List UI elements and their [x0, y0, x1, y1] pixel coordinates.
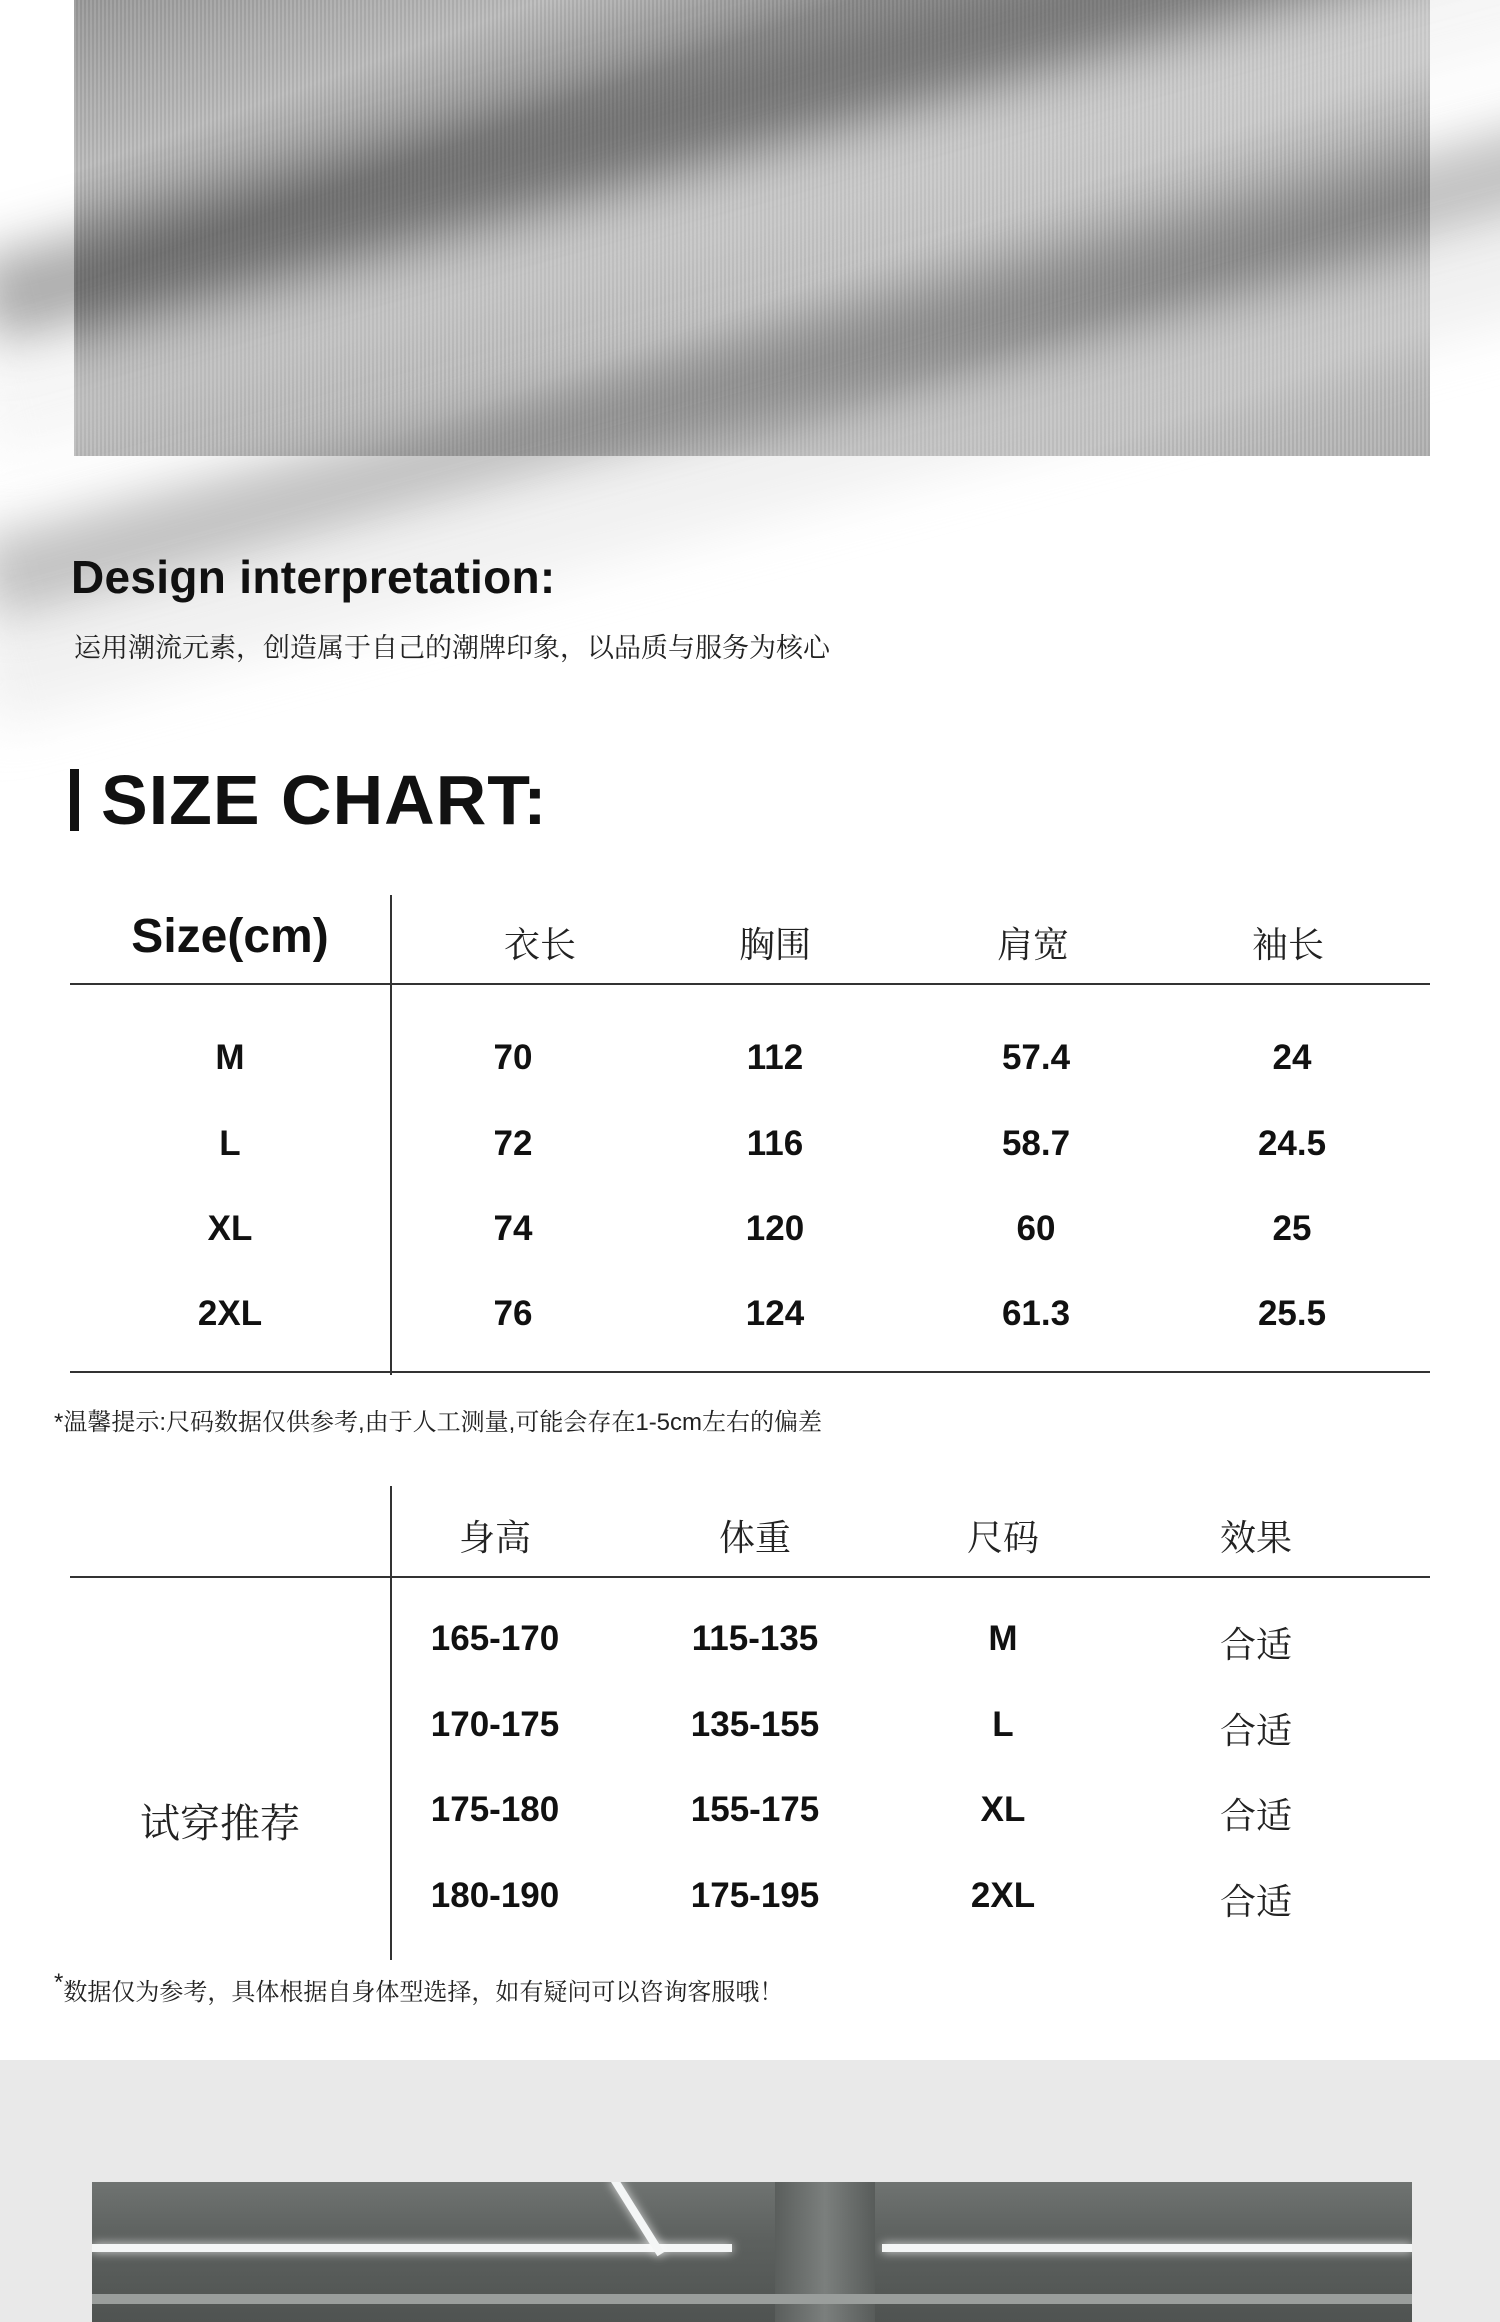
- header-weight: 体重: [718, 1517, 791, 1558]
- fit-size: XL: [980, 1790, 1026, 1829]
- store-rail: [92, 2294, 1412, 2304]
- row-size: M: [215, 1038, 245, 1077]
- row-value: 72: [493, 1124, 533, 1163]
- row-value: 24.5: [1257, 1124, 1327, 1163]
- row-value: 116: [746, 1124, 804, 1163]
- size-chart-heading: [70, 760, 548, 840]
- fit-size: L: [992, 1705, 1014, 1744]
- fit-height: 170-175: [430, 1705, 560, 1744]
- row-value: 58.7: [1001, 1124, 1071, 1163]
- fit-note-text: 数据仅为参考，具体根据自身体型选择，如有疑问可以咨询客服哦！: [63, 1979, 784, 2006]
- fit-height: 165-170: [430, 1619, 560, 1658]
- row-value: 120: [745, 1209, 805, 1248]
- row-value: 112: [746, 1038, 804, 1077]
- header-chest: 胸围: [738, 924, 811, 965]
- bottom-rule: [70, 1371, 1430, 1373]
- row-value: 24: [1272, 1038, 1312, 1077]
- header-effect: 效果: [1219, 1517, 1292, 1558]
- fit-note-star: *: [54, 1969, 64, 1996]
- size-column-header: Size(cm): [131, 910, 329, 963]
- header-sleeve: 袖长: [1251, 924, 1324, 965]
- header-height: 身高: [458, 1517, 531, 1558]
- header-rule: [70, 983, 1430, 985]
- fit-height: 175-180: [430, 1790, 560, 1829]
- store-photo-section: [0, 2060, 1500, 2322]
- row-value: 124: [745, 1294, 805, 1333]
- fit-effect: 合适: [1219, 1795, 1292, 1836]
- row-value: 57.4: [1001, 1038, 1071, 1077]
- fit-row-label: 试穿推荐: [140, 1802, 300, 1846]
- design-title: Design interpretation:: [71, 551, 556, 603]
- fit-effect: 合适: [1219, 1881, 1292, 1922]
- fit-height: 180-190: [430, 1876, 560, 1915]
- row-value: 70: [493, 1038, 533, 1077]
- fit-weight: 175-195: [690, 1876, 820, 1915]
- header-size: 尺码: [966, 1517, 1039, 1558]
- fit-weight: 155-175: [690, 1790, 820, 1829]
- row-value: 61.3: [1001, 1294, 1071, 1333]
- size-chart-title: SIZE CHART:: [101, 761, 548, 839]
- heading-bar: [70, 769, 79, 831]
- fit-weight: 135-155: [690, 1705, 820, 1744]
- header-rule: [70, 1576, 1430, 1578]
- design-description: 运用潮流元素，创造属于自己的潮牌印象，以品质与服务为核心: [74, 633, 830, 663]
- table-divider: [390, 895, 392, 1375]
- fit-effect: 合适: [1219, 1710, 1292, 1751]
- table-divider: [390, 1486, 392, 1960]
- row-value: 25.5: [1257, 1294, 1327, 1333]
- row-value: 25: [1272, 1209, 1312, 1248]
- store-photo: [92, 2182, 1412, 2322]
- row-size: 2XL: [197, 1294, 263, 1333]
- fit-size: M: [988, 1619, 1018, 1658]
- row-value: 60: [1016, 1209, 1056, 1248]
- fit-note: [54, 1969, 784, 2007]
- ceiling-light: [882, 2244, 1412, 2252]
- row-size: L: [219, 1124, 241, 1163]
- header-length: 衣长: [503, 924, 576, 965]
- size-chart-table: [70, 895, 1430, 1375]
- fit-size: 2XL: [970, 1876, 1036, 1915]
- row-value: 74: [493, 1209, 533, 1248]
- row-value: 76: [493, 1294, 533, 1333]
- ceiling-light: [92, 2244, 732, 2252]
- fabric-photo: [74, 0, 1430, 456]
- row-size: XL: [207, 1209, 253, 1248]
- fit-weight: 115-135: [691, 1619, 819, 1658]
- fit-recommendation-table: [70, 1486, 1430, 1960]
- header-shoulder: 肩宽: [996, 924, 1069, 965]
- fit-effect: 合适: [1219, 1624, 1292, 1665]
- size-chart-note: *温馨提示:尺码数据仅供参考,由于人工测量,可能会存在1-5cm左右的偏差: [54, 1409, 823, 1436]
